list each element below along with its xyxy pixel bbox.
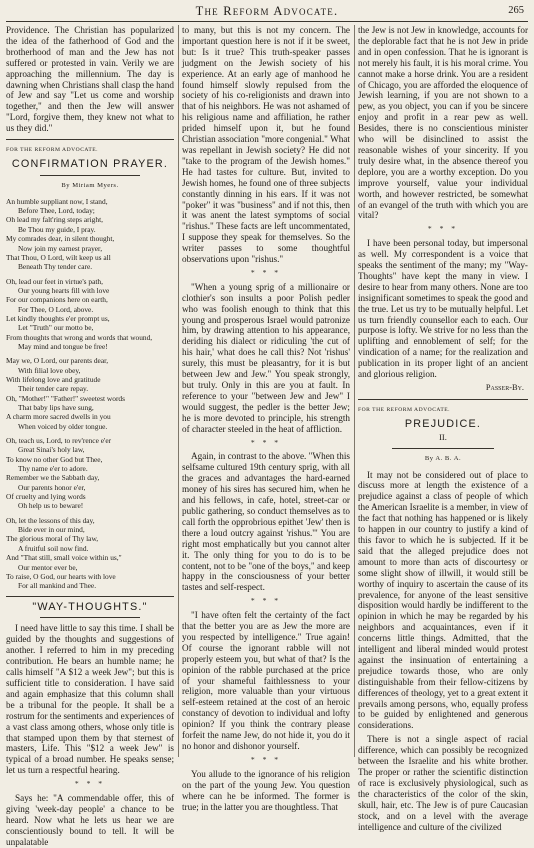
body-paragraph: It may not be considered out of place to discuss more at length the existence of a prejudice against a class of people of which the American Israelite is a member, in view of the fact that nothing has happened or is likely to happen in our country to justify a kind of this favor to which he is subjected. If it be said that the alleged prejudice does not amount to more than acts of discourtesy or some slight show of illwill, it would still be worthy of inquiry to ascertain the cause of its prevalence, for anyone of the least sensitive disposition would hardly be indifferent to the opinion in which he may be regarded by his neighbors and acquaintances, even if it concerns little things. Admitted, that the intelligent and liberal minded would protest against the insinuation of entertaining a prejudice towards those, who are only distinguishable from their fellow-citizens by differences of theology, yet to a great extent it prevails among persons, who, equally profess to be guided by enlightened and generous considerations. — [358, 469, 528, 731]
title-rule — [40, 175, 141, 176]
poem-line: Oh help us to beware! — [18, 501, 84, 511]
essay-title: "WAY-THOUGHTS." — [32, 600, 148, 613]
poem-line: Oh, teach us, Lord, to rev'rence e'er — [6, 436, 112, 446]
poem-line: My comrades dear, in silent thought, — [6, 234, 115, 244]
poem-line: That Thou, O Lord, wilt keep us all — [6, 252, 111, 262]
poem-line: Our young hearts fill with love — [18, 285, 110, 295]
article-number: II. — [439, 431, 447, 442]
poem-line: To raise, O God, our hearts with love — [6, 571, 116, 581]
body-paragraph: I have been personal today, but impersonal as well. My correspondent is a voice that speaks the sentiment of the many; my "Way-Thoughts" have kept the many in view. I desire to hear from many others. None are too insignificant sometimes to speak the good and the true. Let us try to be mutually helpful. Let us turn friendly counsellor each to each. Our purpose is lofty. We strive for no less than the uplifting and ennoblement of self; for the vindication of a name; for the realization and publication in its proper light of an ancient and glorious religion. — [358, 238, 528, 380]
poem-line: With filial love obey, — [18, 365, 81, 375]
poem-line: Thy name e'er to adore. — [18, 464, 88, 474]
column-left — [6, 25, 174, 847]
poem-line: For our companions here on earth, — [6, 295, 108, 305]
body-paragraph: You allude to the ignorance of his religion on the part of the young Jew. You question where can he be informed. The former is true; in the latter you are thoughtless. That — [182, 768, 350, 812]
body-paragraph: Again, in contrast to the above. "When this selfsame cultured 19th century sprig, with all the graces and advantages the hard-earned money of his sires has secured him, when he and his fellows, in cafe, hotel, street-car or public gathering, so conduct themselves as to call forth the opprobrious epithet 'Jew' then is there a loud outcry against 'rishus.'" You are right most emphatically but you cannot alter it. The only thing for you to do is to be content, not to be "one of the boys," and keep happy in the consciousness of your better tastes and self-respect. — [182, 451, 350, 593]
body-paragraph: There is not a single aspect of racial difference, which can possibly be recognized between the Israelite and his white brother. The proper or rather the scientific distinction of race is exclusively physiological, such as the characteristics of the color of the skin, skull, hair, etc. The Jew is of pure Caucasian stock, and on a level with the average intelligence and culture of the civilized — [358, 734, 528, 832]
body-paragraph: the Jew is not Jew in knowledge, accounts for the deplorable fact that he is not Jew in pride and in open confession. That he is ignorant is not merely his fault, it is his moral crime. You cannot make a horse drink. You are a resident of Chicago, you are afforded the eloquence of Jewish learning, if you are not shown to a pew, as you object, you can if you be sincere enjoy and profit in a rear pew as well. Besides, there is no conscientious minister who will be disinclined to assist the reasonable wishes of your sincerity. If you truly desire what, in the absence thereof you deplore, you are a worthy exception. Do you improve yourself, value your individual worth, and however restricted, be somewhat of an evangel of the truth with which you are vital? — [358, 25, 528, 221]
poem-line: Great Sinai's holy law, — [18, 445, 85, 455]
column-divider — [354, 25, 355, 757]
body-paragraph: I need have little to say this time. I shall be guided by the thoughts and suggestions of another. I referred to him in my preceding contribution. He bears an humble name; he calls himself "A $12 a week Jew"; but this is sufficient title to consideration. I have said and again emphasize that this column shall be a tribunal for the people. It shall be a rostrum for the sentiments and experiences of a vast class among others, whose only title is that stamped upon them by that sternest of masters, Life. This "$12 a week Jew" is typical of a broad number. He speaks sense; let us turn a respectful hearing. — [6, 623, 174, 776]
poem-line: A fruitful soil now find. — [18, 543, 89, 553]
section-rule — [6, 139, 174, 140]
poem-line: When voiced by older tongue. — [18, 421, 108, 431]
poem-line: Oh, "Mother!" "Father!" sweetest words — [6, 393, 126, 403]
section-stars: * * * — [74, 779, 106, 789]
signature: Passer-By. — [485, 383, 524, 392]
body-paragraph: "When a young sprig of a millionaire or clothier's son insults a poor Polish pedler who was foolish enough to think that this young and prosperous Israel would patronize him, by drawing attention to his appearance, deriding his dialect or ridiculing 'the cut of his hair,' what does he call this? Not 'rishus' surely, this must be pleasantry, for it is but between Jew and Jew." You speak strongly, but truly. Only in this are you at fault. In reference to your "between Jew and Jew" I would suggest, the pedler is the better Jew; he is more devoted to principle, his strength of character steeled in the heat of affliction. — [182, 281, 350, 434]
section-rule — [358, 399, 528, 400]
article-byline: By A. B. A. — [424, 454, 462, 462]
poem-line: Their tender care repay. — [18, 384, 89, 394]
poem-line: Let "Truth" our motto be, — [18, 323, 94, 333]
poem-line: Beneath Thy tender care. — [18, 262, 93, 272]
title-rule — [40, 617, 141, 618]
poem-line: Oh, let the lessons of this day, — [6, 515, 95, 525]
section-stars: * * * — [250, 437, 282, 447]
poem-line: An humble suppliant now, I stand, — [6, 196, 108, 206]
poem-line: For all mankind and Thee. — [18, 581, 97, 591]
poem-line: Be Thou my guide, I pray. — [18, 224, 96, 234]
column-right — [358, 25, 528, 832]
body-paragraph: Providence. The Christian has popularized the idea of the fatherhood of God and the brotherhood of man and the Jew has not suffered or protested in vain. Verily we are approaching the millennium. The day is dawning when Christians shall clasp the hand of Jew and say "Let us come and worship together," and then the Jew will answer "Lord, forgive them, they knew not what to us they did." — [6, 25, 174, 134]
title-rule — [392, 448, 494, 449]
poem-line: Of cruelty and lying words — [6, 492, 86, 502]
poem-line: May mind and tongue be free! — [18, 341, 108, 351]
poem-line: Oh, lead our feet in virtue's path, — [6, 276, 103, 286]
section-rule — [6, 596, 174, 597]
poem-byline: By Miriam Myers. — [61, 181, 119, 189]
article-title: PREJUDICE. — [404, 417, 482, 430]
article-kicker: FOR THE REFORM ADVOCATE. — [6, 147, 99, 154]
poem-line: May we, O Lord, our parents dear, — [6, 356, 109, 366]
poem-line: The glorious moral of Thy law, — [6, 534, 99, 544]
column-middle — [182, 25, 350, 812]
poem-line: Now join my earnest prayer, — [18, 243, 103, 253]
poem-line: For Thee, O Lord, above. — [18, 304, 94, 314]
poem-line: Our mentor ever be, — [18, 562, 78, 572]
poem-line: From thoughts that wrong and words that wound, — [6, 332, 153, 342]
section-stars: * * * — [427, 224, 459, 234]
poem-line: And "That still, small voice within us," — [6, 553, 122, 563]
poem-line: That baby lips have sung, — [18, 403, 94, 412]
body-paragraph: Says he: "A commendable offer, this of giving 'week-day people' a chance to be heard. Now what he lets us hear we are conscientiously bound to tell. It will be unpalatable — [6, 793, 174, 847]
page-number: 265 — [508, 5, 524, 16]
poem-line: With lifelong love and gratitude — [6, 374, 101, 384]
poem-line: Let kindly thoughts e'er prompt us, — [6, 313, 110, 323]
poem-title: CONFIRMATION PRAYER. — [11, 157, 169, 170]
poem-line: Before Thee, Lord, today; — [18, 206, 95, 216]
section-stars: * * * — [250, 754, 282, 764]
poem-line: Remember we the Sabbath day, — [6, 473, 100, 483]
section-stars: * * * — [250, 596, 282, 606]
poem-line: Our parents honor e'er, — [18, 482, 86, 492]
header-rule — [6, 21, 528, 22]
masthead-title: The Reform Advocate. — [195, 4, 339, 18]
article-kicker: FOR THE REFORM ADVOCATE. — [358, 406, 451, 413]
body-paragraph: to many, but this is not my concern. The important question here is not if it be sweet, but: Is it true? This truth-speaker passes judgment on the Jewish society of his experience. At an early age of manhood he found himself slowly repulsed from the society of his co-religionists and drawn into that of his neighbors. He was not ashamed of his religious name and affiliation, he rather prided himself upon it, but he found Christian association "more congenial." What was repellant in Jewish society? He did not "take to the program of the Jewish homes." He had tastes for culture. But, invited to Jewish homes, he found one of three subjects constantly dinning in his ears. If it was not "poker" it was "business" and if not this, then it was anent the latest symptoms of social "rishus." These facts are left uncommentated, I suppose they speak for themselves. So the writer passes to some thoughtful observations upon "rishus." — [182, 25, 350, 265]
poem-line: To know no other God but Thee, — [6, 454, 103, 464]
poem — [6, 197, 174, 591]
poem-line: Oh lead my falt'ring steps aright, — [6, 215, 103, 225]
poem-line: Bide ever in our mind, — [18, 525, 85, 535]
poem-line: A charm more sacred dwells in you — [6, 412, 111, 422]
column-divider — [178, 25, 179, 757]
body-paragraph: "I have often felt the certainty of the fact that the better you are as Jew the more are you respected by intelligence." True again! Of course the ignorant rabble will not properly esteem you, but what of that? Is the opinion of the rabble purchased at the price of your shameful faithlessness to your religion, more valuable than your virtuous self-esteem retained at the cost of an heroic constancy of devotion to individual and lofty opinion? If you think the contrary please forfeit the name Jew, do not hide it, you do it no honor and dishonor yourself. — [182, 610, 350, 751]
section-stars: * * * — [250, 267, 282, 277]
